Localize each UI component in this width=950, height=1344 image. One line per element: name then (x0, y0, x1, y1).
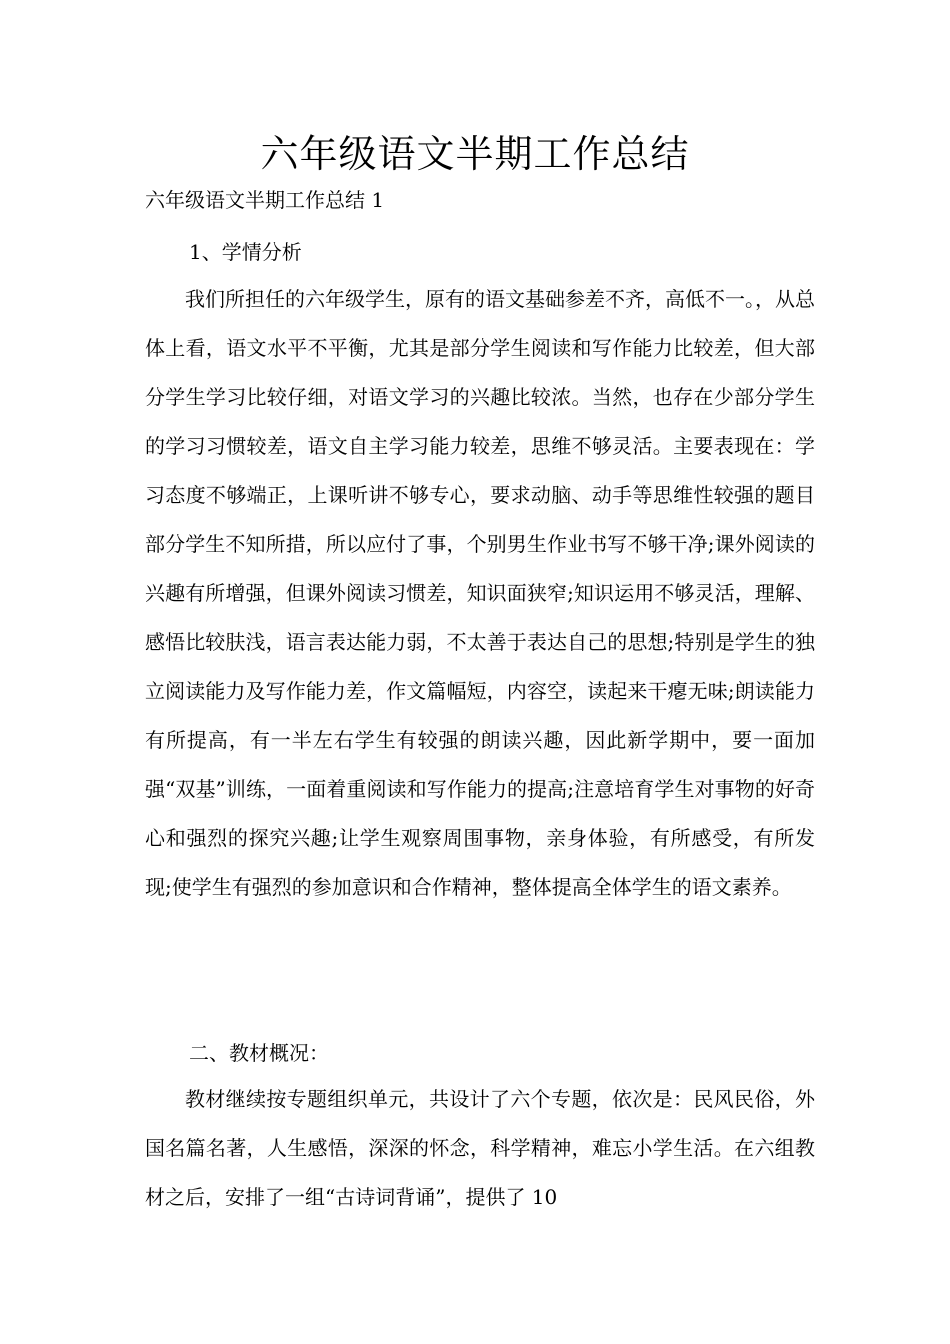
section-paragraph-textbook-overview: 教材继续按专题组织单元，共设计了六个专题，依次是：民风民俗，外国名篇名著，人生感悟，深深的怀念，科学精神，难忘小学生活。在六组教材之后，安排了一组“古诗词背诵”，提供了 10 (145, 1087, 815, 1209)
section-paragraph-learning-analysis: 我们所担任的六年级学生，原有的语文基础参差不齐，高低不一。，从总体上看，语文水平不平衡，尤其是部分学生阅读和写作能力比较差，但大部分学生学习比较仔细，对语文学习的兴趣比较浓。当然，也存在少部分学生的学习习惯较差，语文自主学习能力较差，思维不够灵活。主要表现在：学习态度不够端正，上课听讲不够专心，要求动脑、动手等思维性较强的题目部分学生不知所措，所以应付了事，个别男生作业书写不够干净;课外阅读的兴趣有所增强，但课外阅读习惯差，知识面狭窄;知识运用不够灵活，理解、感悟比较肤浅，语言表达能力弱，不太善于表达自己的思想;特别是学生的独立阅读能力及写作能力差，作文篇幅短，内容空，读起来干瘪无味;朗读能力有所提高，有一半左右学生有较强的朗读兴趣，因此新学期中，要一面加强“双基”训练，一面着重阅读和写作能力的提高;注意培育学生对事物的好奇心和强烈的探究兴趣;让学生观察周围事物，亲身体验，有所感受，有所发现;使学生有强烈的参加意识和合作精神，整体提高全体学生的语文素养。 (145, 287, 815, 899)
section-heading-textbook-overview: 二、教材概况： (189, 1041, 329, 1065)
document-title: 六年级语文半期工作总结 (260, 132, 690, 176)
section-heading-learning-analysis: 1、学情分析 (189, 240, 302, 264)
document-subtitle: 六年级语文半期工作总结 1 (145, 188, 385, 212)
